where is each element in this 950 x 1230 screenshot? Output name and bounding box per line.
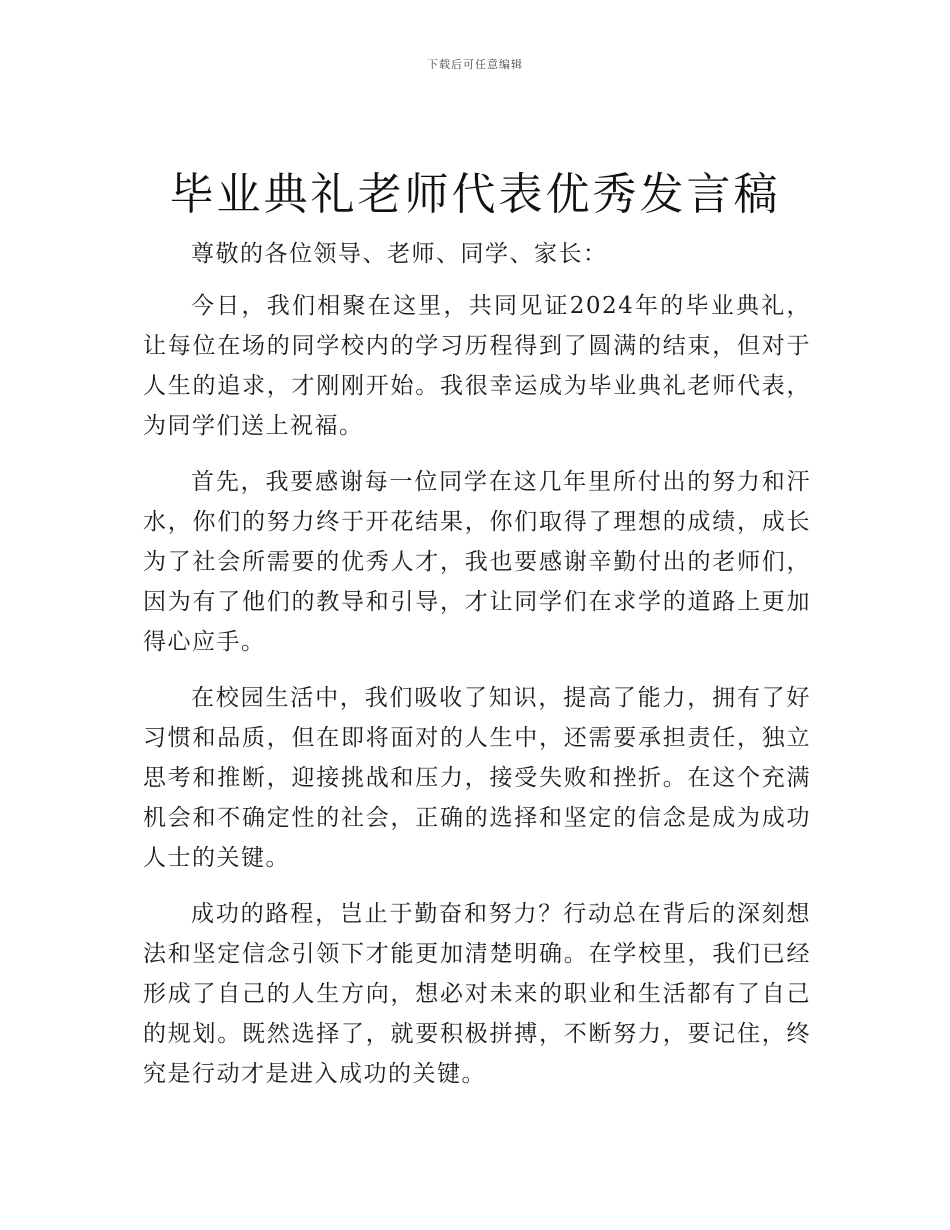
paragraph-1: 今日，我们相聚在这里，共同见证2024年的毕业典礼，让每位在场的同学校内的学习历程得到了圆满的结束，但对于人生的追求，才刚刚开始。我很幸运成为毕业典礼老师代表，为同学们送上祝福。 bbox=[143, 293, 811, 439]
document-title: 毕业典礼老师代表优秀发言稿 bbox=[169, 169, 781, 220]
header-note: 下载后可任意编辑 bbox=[427, 58, 523, 71]
document-body bbox=[143, 234, 811, 1110]
paragraph-4: 成功的路程，岂止于勤奋和努力？行动总在背后的深刻想法和坚定信念引领下才能更加清楚明确。在学校里，我们已经形成了自己的人生方向，想必对未来的职业和生活都有了自己的规划。既然选择了，就要积极拼搏，不断努力，要记住，终究是行动才是进入成功的关键。 bbox=[143, 901, 811, 1087]
salutation: 尊敬的各位领导、老师、同学、家长： bbox=[191, 241, 608, 267]
paragraph-3: 在校园生活中，我们吸收了知识，提高了能力，拥有了好习惯和品质，但在即将面对的人生中，还需要承担责任，独立思考和推断，迎接挑战和压力，接受失败和挫折。在这个充满机会和不确定性的社会，正确的选择和坚定的信念是成为成功人士的关键。 bbox=[143, 685, 811, 871]
paragraph-2: 首先，我要感谢每一位同学在这几年里所付出的努力和汗水，你们的努力终于开花结果，你们取得了理想的成绩，成长为了社会所需要的优秀人才，我也要感谢辛勤付出的老师们，因为有了他们的教导和引导，才让同学们在求学的道路上更加得心应手。 bbox=[143, 469, 811, 655]
